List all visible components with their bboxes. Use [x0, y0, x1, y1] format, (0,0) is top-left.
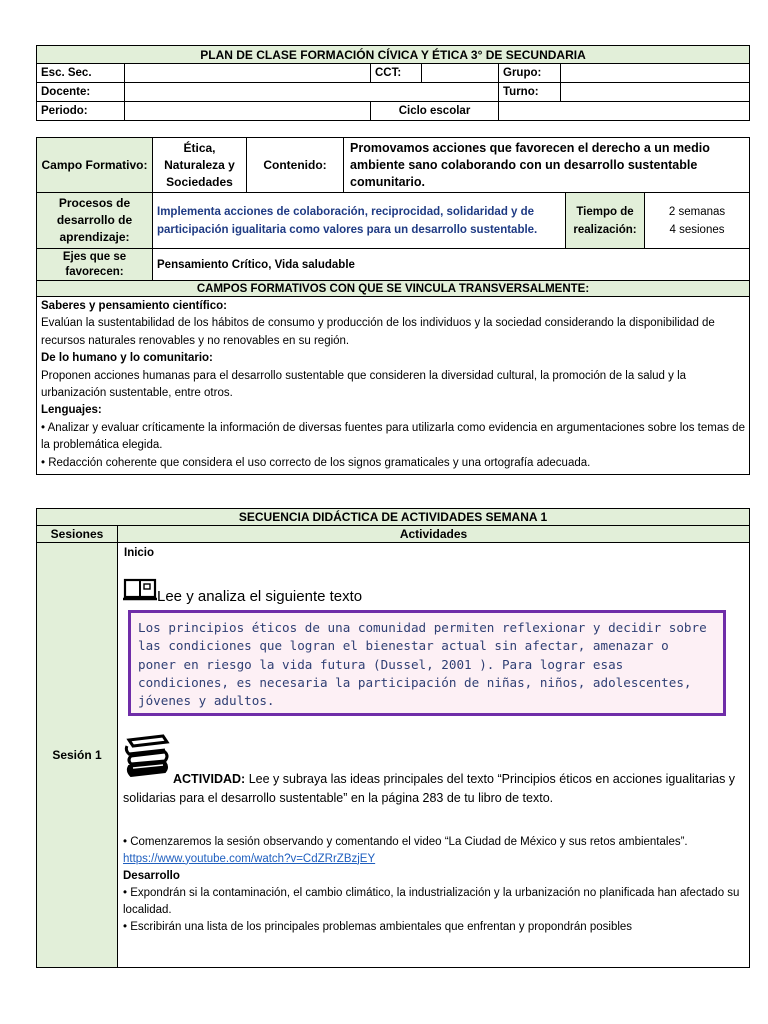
tiempo-weeks: 2 semanas [668, 205, 726, 218]
inicio-heading: Inicio [124, 547, 155, 560]
desarrollo-item-1: • Expondrán si la contaminación, el cambio climático, la industrialización y la urbanización no planificada han afectado su localidad. [123, 886, 740, 916]
campo-label: Campo Formativo: [37, 138, 153, 193]
header-table [36, 45, 750, 121]
tiempo-sessions: 4 sesiones [669, 223, 725, 236]
humano-title: De lo humano y lo comunitario: [41, 352, 213, 365]
open-book-icon [123, 578, 157, 608]
docente-label: Docente: [37, 83, 125, 102]
session-1-label: Sesión 1 [37, 543, 118, 968]
actividad-icon-row [123, 734, 745, 782]
turno-value [561, 83, 750, 102]
actividad-text: Lee y subraya las ideas principales del texto “Principios éticos en acciones igualitarias y solidarias para el desarrollo sustentable” en la página 283 de tu libro de texto. [123, 771, 736, 805]
lee-text: Lee y analiza el siguiente texto [157, 588, 363, 606]
desarrollo-heading: Desarrollo [123, 869, 180, 882]
esc-value [125, 64, 371, 83]
reading-box: Los principios éticos de una comunidad permiten reflexionar y decidir sobre las condiciones que logran el bienestar actual sin afectar, amenazar o poner en riesgo la vida futura (Dussel, 2001 ). Para lograr esas condiciones, es necesaria la participación de niñas, niños, adolescentes, jóvenes y adultos. [128, 610, 726, 715]
books-stack-icon [123, 734, 171, 786]
lenguajes-title: Lenguajes: [41, 404, 102, 417]
video-text: • Comenzaremos la sesión observando y comentando el video “La Ciudad de México y sus retos ambientales”. [123, 835, 688, 848]
campo-table [36, 137, 750, 475]
procesos-label: Procesos de desarrollo de aprendizaje: [37, 193, 153, 249]
docente-value [125, 83, 499, 102]
procesos-value: Implementa acciones de colaboración, reciprocidad, solidaridad y de participación igualitaria como valores para un desarrollo sustentable. [153, 193, 566, 249]
ejes-value: Pensamiento Crítico, Vida saludable [153, 249, 750, 281]
actividades-header: Actividades [118, 526, 750, 543]
campos-header: CAMPOS FORMATIVOS CON QUE SE VINCULA TRANSVERSALMENTE: [37, 281, 750, 297]
contenido-value: Promovamos acciones que favorecen el derecho a un medio ambiente sano colaborando con un desarrollo sustentable comunitario. [344, 138, 750, 193]
sesiones-header: Sesiones [37, 526, 118, 543]
ciclo-label: Ciclo escolar [371, 102, 499, 121]
secuencia-title: SECUENCIA DIDÁCTICA DE ACTIVIDADES SEMANA 1 [37, 509, 750, 526]
lee-line [123, 584, 745, 606]
desarrollo-item-2: • Escribirán una lista de los principales problemas ambientales que enfrentan y propondrán posibles [123, 920, 633, 933]
session-1-activities [118, 543, 750, 968]
turno-label: Turno: [499, 83, 561, 102]
grupo-value [561, 64, 750, 83]
video-link[interactable]: https://www.youtube.com/watch?v=CdZRrZBzjEY [123, 852, 376, 865]
grupo-label: Grupo: [499, 64, 561, 83]
saberes-text: Evalúan la sustentabilidad de los hábitos de consumo y producción de los individuos y la sociedad considerando la disponibilidad de recursos naturales renovables y no renovables en su región. [41, 317, 715, 347]
tiempo-value [645, 193, 750, 249]
saberes-title: Saberes y pensamiento científico: [41, 300, 227, 312]
periodo-label: Periodo: [37, 102, 125, 121]
tiempo-label: Tiempo de realización: [566, 193, 645, 249]
ciclo-value [499, 102, 750, 121]
esc-label: Esc. Sec. [37, 64, 125, 83]
campos-content [37, 297, 750, 475]
plan-title: PLAN DE CLASE FORMACIÓN CÍVICA Y ÉTICA 3° DE SECUNDARIA [37, 46, 750, 64]
lesson-plan-document [36, 45, 749, 968]
cct-value [422, 64, 499, 83]
actividad-label: ACTIVIDAD: [173, 771, 246, 786]
cct-label: CCT: [371, 64, 422, 83]
secuencia-table [36, 508, 750, 968]
lenguajes-item-1: • Analizar y evaluar críticamente la información de diversas fuentes para utilizarla como evidencia en argumentaciones sobre los temas de la problemática elegida. [41, 421, 745, 452]
ejes-label: Ejes que se favorecen: [37, 249, 153, 281]
lenguajes-item-2: • Redacción coherente que considera el uso correcto de los signos gramaticales y una ortografía adecuada. [41, 456, 591, 469]
humano-text: Proponen acciones humanas para el desarrollo sustentable que consideren la diversidad cultural, la promoción de la salud y la urbanización sustentable, entre otros. [41, 369, 687, 400]
campo-value: Ética, Naturaleza y Sociedades [153, 138, 247, 193]
contenido-label: Contenido: [247, 138, 344, 193]
periodo-value [125, 102, 371, 121]
